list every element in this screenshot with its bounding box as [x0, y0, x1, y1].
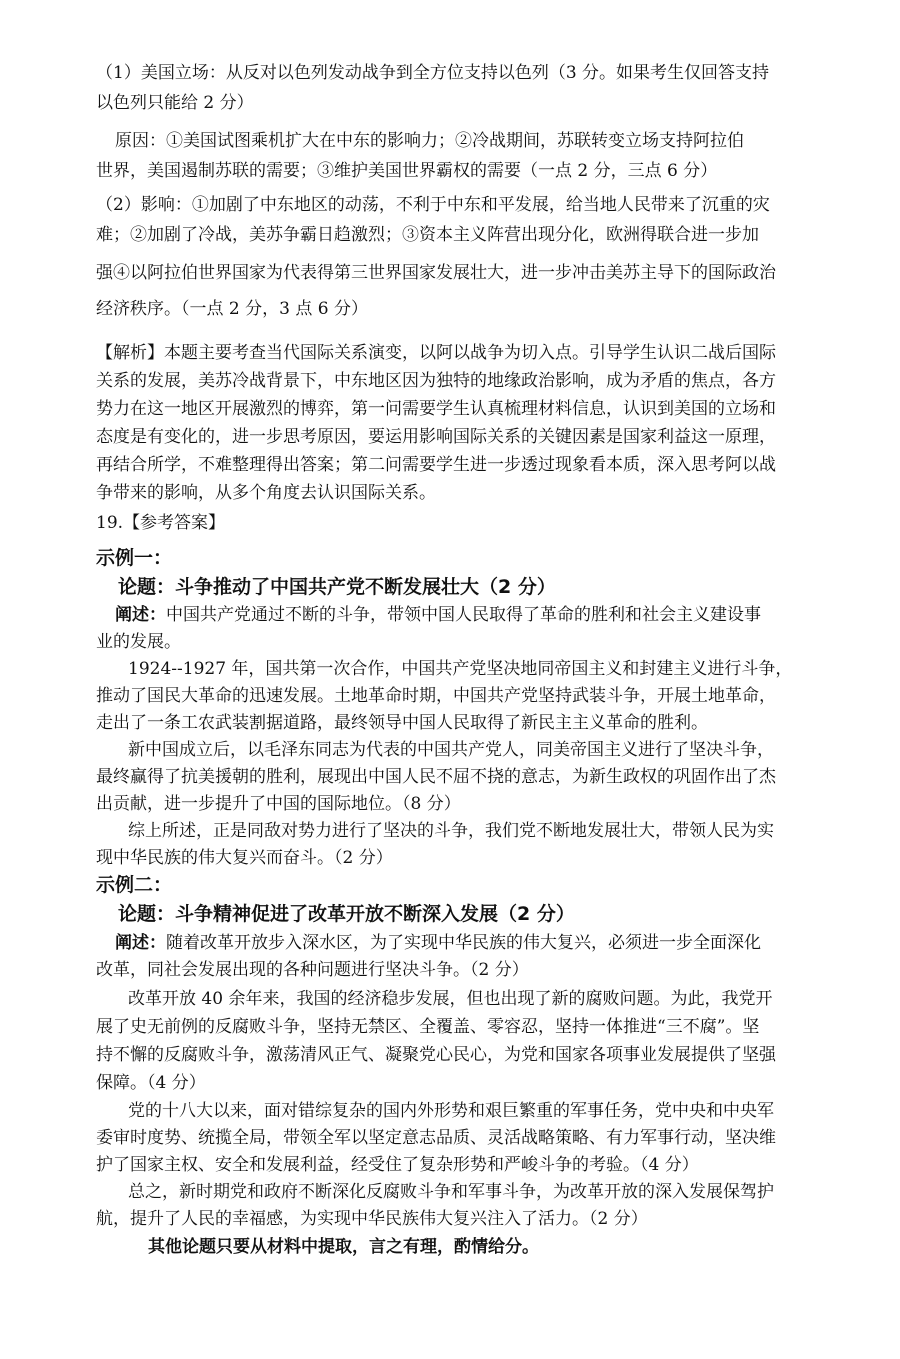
q18-part2-line3: 强④以阿拉伯世界国家为代表得第三世界国家发展壮大，进一步冲击美苏主导下的国际政治 [96, 263, 776, 283]
topic-label: 论题： [118, 576, 176, 598]
example2-para2-line: 护了国家主权、安全和发展利益，经受住了复杂形势和严峻斗争的考验。（4 分） [96, 1155, 699, 1175]
analysis-line: 态度是有变化的，进一步思考原因，要运用影响国际关系的关键因素是国家利益这一原理， [96, 427, 776, 447]
example2-para1-line: 改革开放 40 余年来，我国的经济稳步发展，但也出现了新的腐败问题。为此，我党开 [128, 989, 773, 1009]
example1-para3-line: 现中华民族的伟大复兴而奋斗。（2 分） [96, 848, 393, 868]
analysis-line: 争带来的影响，从多个角度去认识国际关系。 [96, 483, 436, 503]
q18-part2-line1: （2）影响：①加剧了中东地区的动荡，不利于中东和平发展，给当地人民带来了沉重的灾 [96, 195, 770, 215]
analysis-line: 【解析】本题主要考查当代国际关系演变，以阿以战争为切入点。引导学生认识二战后国际 [96, 343, 776, 363]
example1-para2-line: 最终赢得了抗美援朝的胜利，展现出中国人民不屈不挠的意志，为新生政权的巩固作出了杰 [96, 767, 776, 787]
example1-label: 示例一： [96, 547, 173, 569]
example2-exposition-line2: 改革，同社会发展出现的各种问题进行坚决斗争。（2 分） [96, 960, 529, 980]
example1-para2-line: 出贡献，进一步提升了中国的国际地位。（8 分） [96, 794, 461, 814]
exposition-label: 阐述： [115, 605, 166, 625]
analysis-line: 势力在这一地区开展激烈的博弈，第一问需要学生认真梳理材料信息，认识到美国的立场和 [96, 399, 776, 419]
example1-para1-line: 1924--1927 年，国共第一次合作，中国共产党坚决地同帝国主义和封建主义进行斗争， [128, 659, 793, 679]
example1-exposition-line2: 业的发展。 [96, 632, 181, 652]
q18-part2-line4: 经济秩序。（一点 2 分，3 点 6 分） [96, 299, 368, 319]
example1-para2-line: 新中国成立后，以毛泽东同志为代表的中国共产党人，同美帝国主义进行了坚决斗争， [128, 740, 774, 760]
exposition-text: 中国共产党通过不断的斗争，带领中国人民取得了革命的胜利和社会主义建设事 [166, 605, 761, 625]
example2-para2-line: 委审时度势、统揽全局，带领全军以坚定意志品质、灵活战略策略、有力军事行动，坚决维 [96, 1128, 776, 1148]
example1-para3-line: 综上所述，正是同敌对势力进行了坚决的斗争，我们党不断地发展壮大，带领人民为实 [128, 821, 774, 841]
example2-topic [118, 902, 575, 926]
example1-para1-line: 走出了一条工农武装割据道路，最终领导中国人民取得了新民主主义革命的胜利。 [96, 713, 708, 733]
grading-note: 其他论题只要从材料中提取，言之有理，酌情给分。 [148, 1237, 539, 1257]
exposition-text: 随着改革开放步入深水区，为了实现中华民族的伟大复兴，必须进一步全面深化 [166, 933, 761, 953]
topic-label: 论题： [118, 903, 176, 925]
example2-para3-line: 航，提升了人民的幸福感，为实现中华民族伟大复兴注入了活力。（2 分） [96, 1209, 648, 1229]
q18-part1-line2: 以色列只能给 2 分） [96, 93, 254, 113]
example2-label: 示例二： [96, 874, 173, 896]
analysis-line: 关系的发展，美苏冷战背景下，中东地区因为独特的地缘政治影响，成为矛盾的焦点，各方 [96, 371, 776, 391]
example2-para1-line: 展了史无前例的反腐败斗争，坚持无禁区、全覆盖、零容忍，坚持一体推进“三不腐”。坚 [96, 1017, 760, 1037]
example2-exposition-line1 [115, 932, 761, 954]
q18-reason-line1: 原因：①美国试图乘机扩大在中东的影响力；②冷战期间，苏联转变立场支持阿拉伯 [115, 131, 744, 151]
example2-para1-line: 保障。（4 分） [96, 1073, 206, 1093]
topic-text: 斗争推动了中国共产党不断发展壮大（2 分） [175, 576, 556, 598]
q18-part1-line1: （1）美国立场：从反对以色列发动战争到全方位支持以色列（3 分。如果考生仅回答支持 [96, 63, 770, 83]
example1-topic [118, 575, 556, 599]
q19-header: 19.【参考答案】 [96, 513, 226, 533]
q18-reason-line2: 世界，美国遏制苏联的需要；③维护美国世界霸权的需要（一点 2 分，三点 6 分） [96, 161, 718, 181]
example2-para2-line: 党的十八大以来，面对错综复杂的国内外形势和艰巨繁重的军事任务，党中央和中央军 [128, 1101, 774, 1121]
example2-para3-line: 总之，新时期党和政府不断深化反腐败斗争和军事斗争，为改革开放的深入发展保驾护 [128, 1182, 774, 1202]
example1-exposition-line1 [115, 604, 761, 626]
analysis-line: 再结合所学，不难整理得出答案；第二问需要学生进一步透过现象看本质，深入思考阿以战 [96, 455, 776, 475]
example1-para1-line: 推动了国民大革命的迅速发展。土地革命时期，中国共产党坚持武装斗争，开展土地革命， [96, 686, 776, 706]
example2-para1-line: 持不懈的反腐败斗争，激荡清风正气、凝聚党心民心，为党和国家各项事业发展提供了坚强 [96, 1045, 776, 1065]
topic-text: 斗争精神促进了改革开放不断深入发展（2 分） [175, 903, 575, 925]
q18-part2-line2: 难；②加剧了冷战，美苏争霸日趋激烈；③资本主义阵营出现分化，欧洲得联合进一步加 [96, 225, 759, 245]
exposition-label: 阐述： [115, 933, 166, 953]
